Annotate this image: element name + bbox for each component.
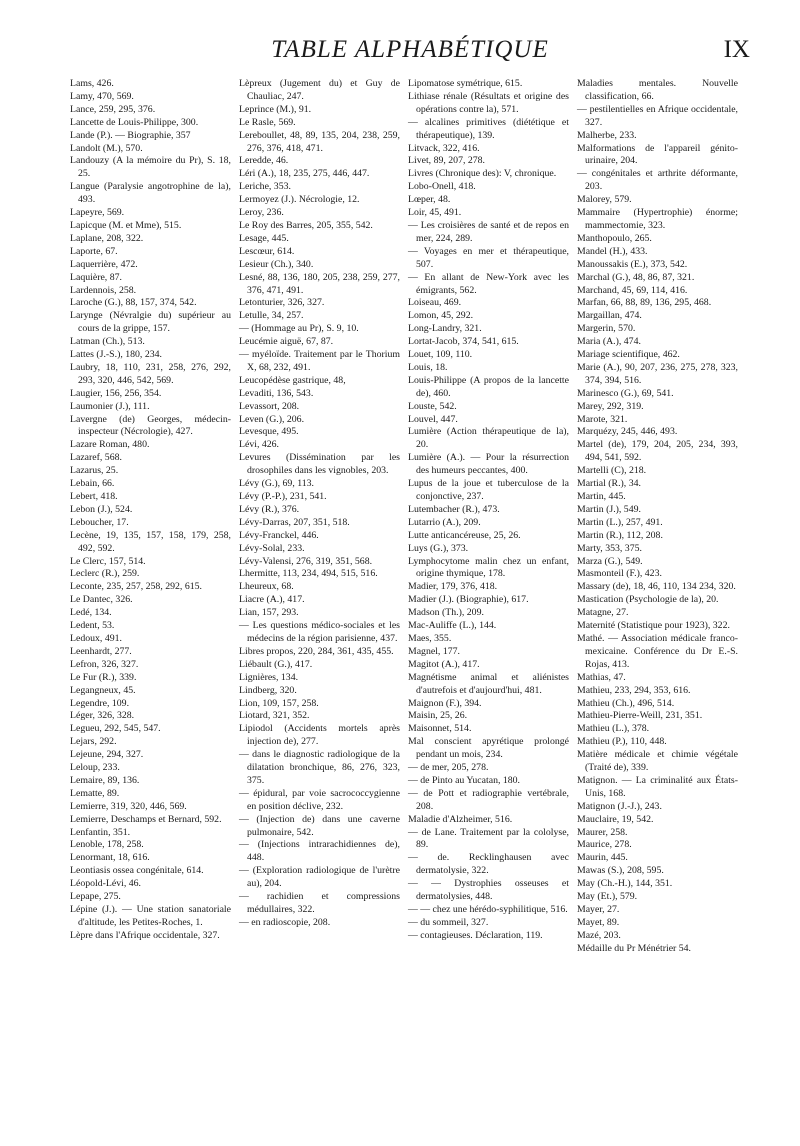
index-entry: — alcalines primitives (diététique et thérapeutique), 139. bbox=[408, 116, 569, 141]
index-entry: Lévy-Solal, 233. bbox=[239, 542, 305, 554]
index-entry: Mathé. — Association médicale franco-mexicaine. Conférence du Dr E.-S. Rojas, 413. bbox=[577, 632, 738, 670]
index-entry: Lutte anticancéreuse, 25, 26. bbox=[408, 529, 521, 541]
index-entry: Mathieu-Pierre-Weill, 231, 351. bbox=[577, 710, 703, 722]
index-entry: Mawas (S.), 208, 595. bbox=[577, 865, 664, 877]
index-entry: Malformations de l'appareil génito-urinaire, 204. bbox=[577, 142, 738, 167]
index-entry: Lévy (P.-P.), 231, 541. bbox=[239, 491, 327, 502]
index-entry: Lévy-Valensi, 276, 319, 351, 568. bbox=[239, 555, 373, 567]
index-entry: Lescœur, 614. bbox=[239, 245, 295, 257]
index-entry: Loiseau, 469. bbox=[408, 297, 462, 309]
index-entry: Mathias, 47. bbox=[577, 671, 626, 683]
index-column-2 bbox=[235, 78, 404, 1128]
index-entry: Lenoble, 178, 258. bbox=[70, 839, 144, 851]
index-entry: Maurer, 258. bbox=[577, 826, 628, 838]
index-entry: Lamy, 470, 569. bbox=[70, 90, 134, 102]
index-entry: Lévy (G.), 69, 113. bbox=[239, 478, 315, 490]
page-title: TABLE ALPHABÉTIQUE bbox=[271, 36, 549, 63]
index-entry: Lévy (R.), 376. bbox=[239, 503, 300, 515]
index-entry: Lipomatose symétrique, 615. bbox=[408, 78, 523, 89]
index-entry: Lazaref, 568. bbox=[70, 452, 122, 464]
index-entry: Maurin, 445. bbox=[577, 852, 628, 864]
index-entry: — rachidien et compressions médullaires, 322. bbox=[239, 891, 400, 915]
index-entry: Lazarus, 25. bbox=[70, 465, 119, 477]
index-entry: — En allant de New-York avec les émigrants, 562. bbox=[408, 271, 569, 296]
index-entry: Leredde, 46. bbox=[239, 155, 289, 167]
index-entry: Lereboullet, 48, 89, 135, 204, 238, 259, 276, 376, 418, 471. bbox=[239, 129, 400, 154]
index-entry: Matignon (J.-J.), 243. bbox=[577, 800, 662, 812]
index-entry: — de mer, 205, 278. bbox=[408, 762, 489, 774]
index-entry: Matagne, 27. bbox=[577, 607, 629, 619]
index-entry: Mazé, 203. bbox=[577, 929, 621, 941]
index-entry: Leroy, 236. bbox=[239, 207, 284, 219]
index-entry: Lavergne (de) Georges, médecin-inspecteur (Nécrologie), 427. bbox=[70, 413, 231, 438]
index-entry: Leprince (M.), 91. bbox=[239, 103, 312, 115]
index-entry: Madier, 179, 376, 418. bbox=[408, 581, 498, 593]
index-entry: Laplane, 208, 322. bbox=[70, 232, 144, 244]
index-entry: — (Exploration radiologique de l'urètre au), 204. bbox=[239, 865, 400, 890]
index-entry: Le Clerc, 157, 514. bbox=[70, 555, 146, 567]
index-entry: — dans le diagnostic radiologique de la dilatation bronchique, 86, 276, 323, 375. bbox=[239, 749, 400, 786]
index-entry: Massary (de), 18, 46, 110, 134 234, 320. bbox=[577, 581, 736, 593]
index-entry: — de Lane. Traitement par la cololyse, 89. bbox=[408, 826, 569, 851]
index-entry: Martin (R.), 112, 208. bbox=[577, 529, 663, 541]
index-entry: Marchal (G.), 48, 86, 87, 321. bbox=[577, 271, 695, 283]
index-entry: Lipiodol (Accidents mortels après injection de), 277. bbox=[239, 723, 400, 748]
index-entry: Louste, 542. bbox=[408, 400, 457, 412]
index-entry: Magnel, 177. bbox=[408, 645, 460, 657]
index-entry: Maladie d'Alzheimer, 516. bbox=[408, 813, 513, 825]
index-entry: Mal conscient apyrétique prolongé pendant un mois, 234. bbox=[408, 736, 569, 761]
index-entry: Lèpre dans l'Afrique occidentale, 327. bbox=[70, 929, 220, 941]
index-entry: Levures (Dissémination par les drosophiles dans les vignobles, 203. bbox=[239, 452, 400, 477]
index-entry: Mayer, 27. bbox=[577, 904, 620, 915]
index-columns bbox=[66, 78, 742, 1128]
index-entry: Lévy-Franckel, 446. bbox=[239, 529, 319, 541]
index-entry: Maisin, 25, 26. bbox=[408, 710, 468, 722]
index-entry: Ledoux, 491. bbox=[70, 632, 122, 644]
index-entry: Lebert, 418. bbox=[70, 491, 118, 502]
index-entry: Le Rasle, 569. bbox=[239, 116, 296, 128]
index-entry: Lèpreux (Jugement du) et Guy de Chauliac, 247. bbox=[239, 78, 400, 102]
index-entry: Lortat-Jacob, 374, 541, 615. bbox=[408, 336, 519, 348]
index-entry: Lignières, 134. bbox=[239, 671, 299, 683]
index-entry: — contagieuses. Déclaration, 119. bbox=[408, 929, 543, 941]
index-entry: Ledé, 134. bbox=[70, 607, 112, 619]
index-entry: Lardennois, 258. bbox=[70, 284, 137, 296]
index-entry: Litvack, 322, 416. bbox=[408, 142, 480, 154]
index-entry: Lecène, 19, 135, 157, 158, 179, 258, 492, 592. bbox=[70, 529, 231, 554]
index-entry: Madson (Th.), 209. bbox=[408, 607, 484, 619]
index-entry: Lazare Roman, 480. bbox=[70, 439, 150, 451]
index-entry: Mandel (H.), 433. bbox=[577, 245, 648, 257]
index-entry: Landolt (M.), 570. bbox=[70, 142, 143, 154]
index-entry: Lematte, 89. bbox=[70, 787, 120, 799]
index-entry: Marty, 353, 375. bbox=[577, 542, 642, 554]
index-entry: Luys (G.), 373. bbox=[408, 542, 469, 554]
index-entry: Lesieur (Ch.), 340. bbox=[239, 258, 314, 270]
index-entry: Langue (Paralysie angotrophine de la), 493. bbox=[70, 181, 231, 206]
index-entry: Lesné, 88, 136, 180, 205, 238, 259, 277, 376, 471, 491. bbox=[239, 271, 400, 296]
index-entry: Mathieu, 233, 294, 353, 616. bbox=[577, 684, 691, 696]
index-entry: Leriche, 353. bbox=[239, 181, 291, 193]
index-entry: Maignon (F.), 394. bbox=[408, 697, 482, 709]
index-entry: Lemierre, 319, 320, 446, 569. bbox=[70, 800, 187, 812]
index-entry: Margerin, 570. bbox=[577, 323, 636, 335]
index-entry: Louis-Philippe (A propos de la lancette de), 460. bbox=[408, 374, 569, 399]
index-entry: — de Pott et radiographie vertébrale, 208. bbox=[408, 787, 569, 812]
index-entry: Médaille du Pr Ménétrier 54. bbox=[577, 942, 691, 954]
index-entry: Louet, 109, 110. bbox=[408, 349, 473, 361]
index-entry: Matignon. — La criminalité aux États-Unis, 168. bbox=[577, 774, 738, 799]
index-entry: Loir, 45, 491. bbox=[408, 207, 462, 219]
index-entry: Lapeyre, 569. bbox=[70, 207, 125, 219]
index-entry: — congénitales et arthrite déformante, 203. bbox=[577, 168, 738, 193]
index-entry: — de Pinto au Yucatan, 180. bbox=[408, 774, 521, 786]
index-entry: Marza (G.), 549. bbox=[577, 555, 643, 567]
index-entry: — en radioscopie, 208. bbox=[239, 916, 331, 928]
index-entry: Marey, 292, 319. bbox=[577, 400, 644, 412]
index-entry: Landouzy (A la mémoire du Pr), S. 18, 25. bbox=[70, 155, 231, 180]
index-entry: Mariage scientifique, 462. bbox=[577, 349, 680, 361]
index-entry: Maurice, 278. bbox=[577, 839, 632, 851]
index-entry: Liotard, 321, 352. bbox=[239, 710, 310, 722]
index-entry: Lermoyez (J.). Nécrologie, 12. bbox=[239, 194, 360, 206]
index-entry: Laumonier (J.), 111. bbox=[70, 400, 150, 412]
index-entry: Laubry, 18, 110, 231, 258, 276, 292, 293, 320, 446, 542, 569. bbox=[70, 361, 231, 386]
index-entry: Lejars, 292. bbox=[70, 736, 117, 748]
index-entry: Léopold-Lévi, 46. bbox=[70, 878, 142, 890]
index-entry: Laroche (G.), 88, 157, 374, 542. bbox=[70, 297, 197, 309]
index-entry: Malherbe, 233. bbox=[577, 129, 637, 141]
index-entry: Lumière (Action thérapeutique de la), 20. bbox=[408, 426, 569, 451]
index-entry: Lymphocytome malin chez un enfant, origine thymique, 178. bbox=[408, 555, 569, 580]
index-entry: Laugier, 156, 256, 354. bbox=[70, 387, 162, 399]
index-entry: Lemaire, 89, 136. bbox=[70, 774, 140, 786]
index-entry: Martel (de), 179, 204, 205, 234, 393, 494, 541, 592. bbox=[577, 439, 738, 464]
index-entry: Lebon (J.), 524. bbox=[70, 503, 133, 515]
index-entry: Magitot (A.), 417. bbox=[408, 658, 480, 670]
index-entry: Long-Landry, 321. bbox=[408, 323, 482, 335]
index-entry: Legangneux, 45. bbox=[70, 684, 136, 696]
index-entry: Mastication (Psychologie de la), 20. bbox=[577, 594, 719, 606]
index-entry: — Les questions médico-sociales et les médecins de la région parisienne, 437. bbox=[239, 620, 400, 644]
index-entry: Lépine (J.). — Une station sanatoriale d'altitude, les Petites-Roches, 1. bbox=[70, 904, 231, 928]
index-entry: May (Ch.-H.), 144, 351. bbox=[577, 878, 673, 890]
index-entry: Liacre (A.), 417. bbox=[239, 594, 305, 606]
index-entry: Lapicque (M. et Mme), 515. bbox=[70, 219, 182, 231]
index-entry: Lhermitte, 113, 234, 494, 515, 516. bbox=[239, 568, 378, 580]
index-entry: Lutembacher (R.), 473. bbox=[408, 503, 500, 515]
index-entry: Lande (P.). — Biographie, 357 bbox=[70, 129, 191, 141]
index-entry: Maes, 355. bbox=[408, 632, 452, 644]
index-entry: Larynge (Névralgie du) supérieur au cours de la grippe, 157. bbox=[70, 310, 231, 335]
page-number: IX bbox=[723, 36, 750, 63]
index-entry: Lomon, 45, 292. bbox=[408, 310, 474, 322]
index-entry: May (Et.), 579. bbox=[577, 891, 638, 903]
index-entry: Lefron, 326, 327. bbox=[70, 658, 139, 670]
index-entry: Livres (Chronique des): V, chronique. bbox=[408, 168, 557, 180]
index-entry: Lenormant, 18, 616. bbox=[70, 852, 150, 864]
index-entry: Louis, 18. bbox=[408, 361, 448, 373]
index-entry: Levaditi, 136, 543. bbox=[239, 387, 314, 399]
index-entry: Lévi, 426. bbox=[239, 439, 279, 451]
index-entry: Martin (L.), 257, 491. bbox=[577, 516, 663, 528]
index-entry: — myéloïde. Traitement par le Thorium X, 68, 232, 491. bbox=[239, 349, 400, 373]
index-entry: Margaillan, 474. bbox=[577, 310, 642, 322]
index-entry: Martin, 445. bbox=[577, 491, 626, 502]
index-entry: Le Dantec, 326. bbox=[70, 594, 133, 606]
index-entry: Maladies mentales. Nouvelle classification, 66. bbox=[577, 78, 738, 102]
index-entry: Marinesco (G.), 69, 541. bbox=[577, 387, 674, 399]
index-entry: Matière médicale et chimie végétale (Traité de), 339. bbox=[577, 749, 738, 774]
index-entry: Marie (A.), 90, 207, 236, 275, 278, 323, 374, 394, 516. bbox=[577, 361, 738, 386]
index-entry: Lejeune, 294, 327. bbox=[70, 749, 144, 761]
index-entry: Mac-Auliffe (L.), 144. bbox=[408, 620, 497, 632]
index-entry: Levassort, 208. bbox=[239, 400, 300, 412]
index-entry: Leclerc (R.), 259. bbox=[70, 568, 140, 580]
index-entry: Leven (G.), 206. bbox=[239, 413, 305, 425]
index-entry: Lesage, 445. bbox=[239, 232, 289, 244]
index-entry: Lance, 259, 295, 376. bbox=[70, 103, 156, 115]
index-entry: Ledent, 53. bbox=[70, 620, 115, 632]
index-entry: Maisonnet, 514. bbox=[408, 723, 472, 735]
index-entry: Letonturier, 326, 327. bbox=[239, 297, 325, 309]
index-entry: Leconte, 235, 257, 258, 292, 615. bbox=[70, 581, 202, 593]
index-entry: Mammaire (Hypertrophie) énorme; mammectomie, 323. bbox=[577, 207, 738, 231]
index-entry: — (Injections intrarachidiennes de), 448. bbox=[239, 839, 400, 864]
index-entry: Lian, 157, 293. bbox=[239, 607, 299, 619]
index-entry: Lumière (A.). — Pour la résurrection des humeurs peccantes, 400. bbox=[408, 452, 569, 477]
index-entry: Leloup, 233. bbox=[70, 762, 120, 774]
index-entry: Lemierre, Deschamps et Bernard, 592. bbox=[70, 813, 222, 825]
index-entry: Le Roy des Barres, 205, 355, 542. bbox=[239, 219, 373, 231]
index-entry: Mathieu (L.), 378. bbox=[577, 723, 650, 735]
page-header bbox=[70, 36, 750, 76]
index-entry: Lattes (J.-S.), 180, 234. bbox=[70, 349, 162, 361]
index-entry: Léger, 326, 328. bbox=[70, 710, 135, 722]
index-entry: Magnétisme animal et aliénistes d'autrefois et d'aujourd'hui, 481. bbox=[408, 671, 569, 696]
index-entry: Liébault (G.), 417. bbox=[239, 658, 313, 670]
index-entry: Masmonteil (F.), 423. bbox=[577, 568, 662, 580]
index-entry: — (Hommage au Pr), S. 9, 10. bbox=[239, 323, 359, 335]
index-entry: Lévy-Darras, 207, 351, 518. bbox=[239, 516, 350, 528]
index-entry: — épidural, par voie sacrococcygienne en position déclive, 232. bbox=[239, 787, 400, 812]
index-entry: Leboucher, 17. bbox=[70, 516, 129, 528]
index-entry: Leucémie aiguë, 67, 87. bbox=[239, 336, 334, 348]
index-entry: — Voyages en mer et thérapeutique, 507. bbox=[408, 245, 569, 270]
index-entry: — (Injection de) dans une caverne pulmonaire, 542. bbox=[239, 813, 400, 838]
index-entry: Lebain, 66. bbox=[70, 478, 115, 490]
index-entry: Lams, 426. bbox=[70, 78, 114, 89]
index-entry: Letulle, 34, 257. bbox=[239, 310, 304, 322]
index-entry: Martin (J.), 549. bbox=[577, 503, 641, 515]
index-entry: Lindberg, 320. bbox=[239, 684, 297, 696]
index-entry: Marfan, 66, 88, 89, 136, 295, 468. bbox=[577, 297, 712, 309]
index-entry: Marote, 321. bbox=[577, 413, 628, 425]
index-column-1 bbox=[66, 78, 235, 1128]
index-entry: Legendre, 109. bbox=[70, 697, 130, 709]
index-entry: Livet, 89, 207, 278. bbox=[408, 155, 486, 167]
index-entry: Lupus de la joue et tuberculose de la conjonctive, 237. bbox=[408, 478, 569, 502]
index-entry: Lobo-Onell, 418. bbox=[408, 181, 476, 193]
index-entry: Legueu, 292, 545, 547. bbox=[70, 723, 161, 735]
index-entry: — de. Recklinghausen avec dermatolysie, 322. bbox=[408, 852, 569, 877]
index-entry: Louvel, 447. bbox=[408, 413, 458, 425]
index-entry: Mathieu (Ch.), 496, 514. bbox=[577, 697, 675, 709]
index-entry: Lithiase rénale (Résultats et origine des opérations contre la), 571. bbox=[408, 90, 569, 115]
index-entry: Leenhardt, 277. bbox=[70, 645, 132, 657]
index-entry: Martial (R.), 34. bbox=[577, 478, 641, 490]
index-entry: Mayet, 89. bbox=[577, 916, 620, 928]
index-column-4 bbox=[573, 78, 742, 1128]
index-entry: Latman (Ch.), 513. bbox=[70, 336, 145, 348]
index-entry: Le Fur (R.), 339. bbox=[70, 671, 137, 683]
index-entry: Marchand, 45, 69, 114, 416. bbox=[577, 284, 688, 296]
index-entry: Manthopoulo, 265. bbox=[577, 232, 652, 244]
index-entry: — pestilentielles en Afrique occidentale, 327. bbox=[577, 103, 738, 128]
index-entry: Marquézy, 245, 446, 493. bbox=[577, 426, 678, 438]
index-entry: Leontiasis ossea congénitale, 614. bbox=[70, 865, 204, 877]
index-entry: Leucopédèse gastrique, 48, bbox=[239, 374, 346, 386]
index-entry: — — chez une hérédo-syphilitique, 516. bbox=[408, 904, 568, 915]
index-entry: Libres propos, 220, 284, 361, 435, 455. bbox=[239, 645, 394, 657]
index-entry: Laquerrière, 472. bbox=[70, 258, 138, 270]
index-entry: Malorey, 579. bbox=[577, 194, 632, 206]
index-entry: Martelli (C), 218. bbox=[577, 465, 647, 477]
index-column-3 bbox=[404, 78, 573, 1128]
index-entry: Lheureux, 68. bbox=[239, 581, 294, 593]
index-entry: Maria (A.), 474. bbox=[577, 336, 641, 348]
index-entry: Lenfantin, 351. bbox=[70, 826, 131, 838]
index-entry: — du sommeil, 327. bbox=[408, 916, 489, 928]
index-entry: Lion, 109, 157, 258. bbox=[239, 697, 319, 709]
index-entry: Lœper, 48. bbox=[408, 194, 451, 206]
index-entry: Levesque, 495. bbox=[239, 426, 299, 438]
index-entry: Lutarrio (A.), 209. bbox=[408, 516, 481, 528]
index-entry: Mauclaire, 19, 542. bbox=[577, 813, 654, 825]
index-entry: Lancette de Louis-Philippe, 300. bbox=[70, 116, 199, 128]
index-entry: Laporte, 67. bbox=[70, 245, 118, 257]
index-entry: Laquière, 87. bbox=[70, 271, 122, 283]
index-entry: Léri (A.), 18, 235, 275, 446, 447. bbox=[239, 168, 370, 180]
index-entry: Madier (J.). (Biographie), 617. bbox=[408, 594, 529, 606]
index-entry: Maternité (Statistique pour 1923), 322. bbox=[577, 620, 730, 632]
index-entry: Manoussakis (E.), 373, 542. bbox=[577, 258, 688, 270]
index-entry: — Les croisières de santé et de repos en mer, 224, 289. bbox=[408, 219, 569, 244]
index-entry: Lepape, 275. bbox=[70, 891, 121, 903]
index-entry: Mathieu (P.), 110, 448. bbox=[577, 736, 667, 748]
index-entry: — — Dystrophies osseuses et dermatolysies, 448. bbox=[408, 878, 569, 903]
